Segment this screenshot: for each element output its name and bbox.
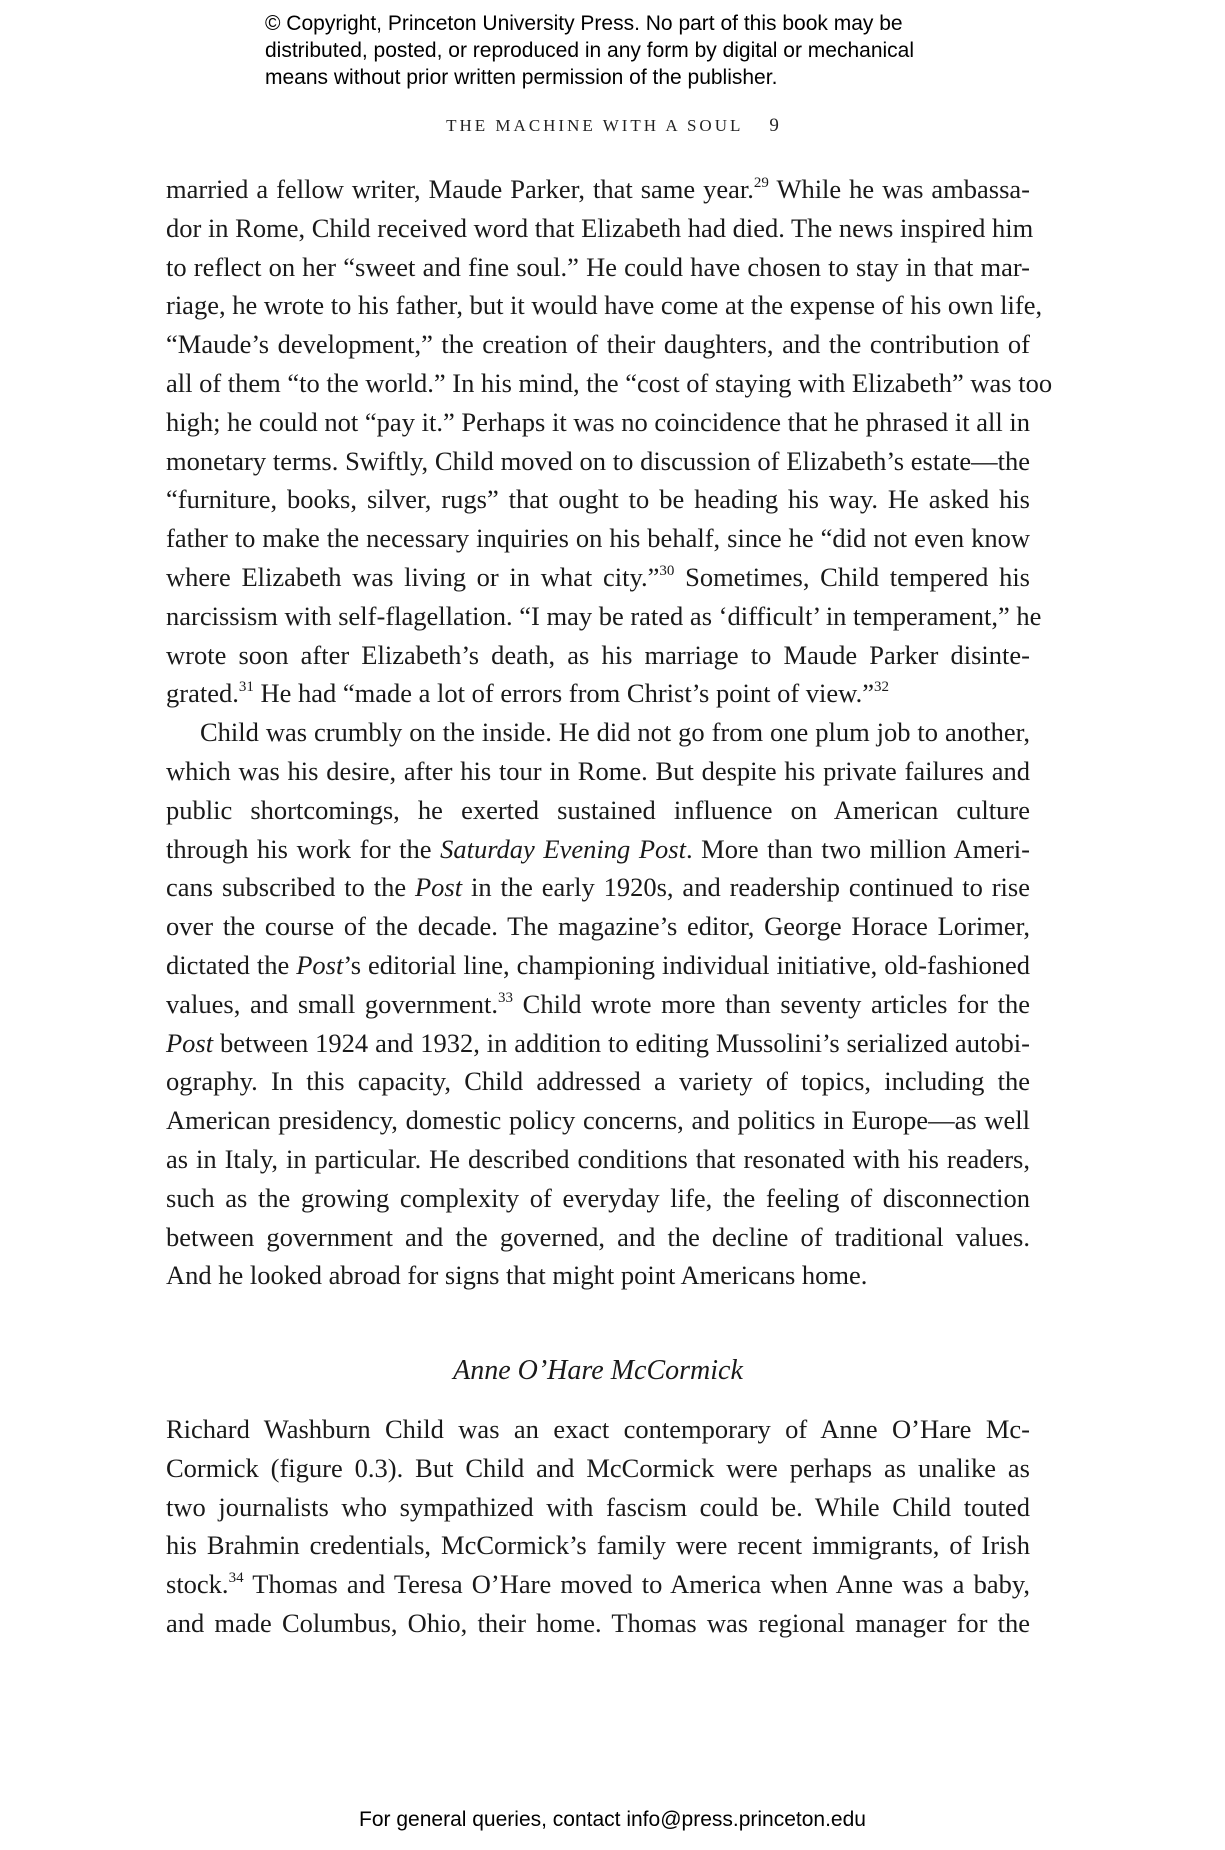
copyright-line: means without prior written permission of the publisher. bbox=[265, 66, 778, 89]
note-ref-34: 34 bbox=[228, 1569, 244, 1586]
note-ref-30: 30 bbox=[659, 562, 675, 579]
note-ref-29: 29 bbox=[753, 174, 769, 191]
running-head-title: THE MACHINE WITH A SOUL bbox=[446, 116, 744, 135]
text-line: “Maude’s development,” the creation of their daughters, and the contribution of bbox=[166, 329, 1030, 360]
text-span: Sometimes, Child tempered his bbox=[674, 561, 1030, 592]
text-line: such as the growing complexity of everyday life, the feeling of disconnection bbox=[166, 1182, 1030, 1213]
publication-title: Post bbox=[414, 872, 463, 903]
publication-title: Post bbox=[296, 949, 344, 980]
text-span: values, and small government. bbox=[166, 988, 499, 1019]
text-span: through his work for the bbox=[166, 833, 441, 864]
text-line: Cormick (figure 0.3). But Child and McCormick were perhaps as unalike as bbox=[166, 1452, 1030, 1483]
page-body bbox=[166, 170, 1053, 1643]
text-line: And he looked abroad for signs that might point Americans home. bbox=[166, 1260, 868, 1291]
text-line: and made Columbus, Ohio, their home. Thomas was regional manager for the bbox=[166, 1607, 1030, 1638]
text-line bbox=[166, 1024, 1030, 1063]
text-line bbox=[166, 946, 1030, 985]
copyright-line: © Copyright, Princeton University Press. No part of this book may be bbox=[265, 12, 903, 35]
text-line: riage, he wrote to his father, but it would have come at the expense of his own life, bbox=[166, 290, 1043, 321]
text-line: public shortcomings, he exerted sustained influence on American culture bbox=[166, 794, 1030, 825]
text-line bbox=[166, 170, 1030, 209]
text-span: where Elizabeth was living or in what city.” bbox=[166, 561, 660, 592]
text-line: Child was crumbly on the inside. He did not go from one plum job to another, bbox=[200, 717, 1030, 748]
note-ref-31: 31 bbox=[238, 679, 254, 696]
text-span: While he was ambassa- bbox=[768, 174, 1030, 204]
text-span: between 1924 and 1932, in addition to editing Mussolini’s serialized autobi- bbox=[213, 1027, 1030, 1058]
text-span: in the early 1920s, and readership continued to rise bbox=[462, 872, 1030, 903]
paragraph bbox=[166, 1410, 1030, 1643]
text-span: cans subscribed to the bbox=[166, 872, 415, 903]
text-line bbox=[166, 1565, 1030, 1604]
text-span: Thomas and Teresa O’Hare moved to America when Anne was a baby, bbox=[243, 1569, 1030, 1600]
note-ref-33: 33 bbox=[498, 989, 514, 1006]
text-line: between government and the governed, and the decline of traditional values. bbox=[166, 1221, 1030, 1252]
text-line: which was his desire, after his tour in Rome. But despite his private failures and bbox=[166, 755, 1030, 786]
text-line: all of them “to the world.” In his mind, the “cost of staying with Elizabeth” was too bbox=[166, 367, 1053, 398]
text-span: Child wrote more than seventy articles for the bbox=[513, 988, 1031, 1019]
text-span: ’s editorial line, championing individual initiative, old-fashioned bbox=[343, 949, 1030, 980]
text-line bbox=[166, 558, 1030, 597]
text-span: dictated the bbox=[166, 949, 297, 980]
text-line bbox=[166, 985, 1030, 1024]
text-line bbox=[166, 674, 1030, 713]
text-line: his Brahmin credentials, McCormick’s family were recent immigrants, of Irish bbox=[166, 1530, 1030, 1561]
text-line: over the course of the decade. The magazine’s editor, George Horace Lorimer, bbox=[166, 911, 1030, 942]
text-span: married a fellow writer, Maude Parker, that same year. bbox=[166, 174, 754, 204]
text-line: high; he could not “pay it.” Perhaps it was no coincidence that he phrased it all in bbox=[166, 406, 1030, 437]
text-line: ography. In this capacity, Child addressed a variety of topics, including the bbox=[166, 1066, 1030, 1097]
footer-contact: For general queries, contact info@press.princeton.edu bbox=[359, 1808, 866, 1831]
text-span: stock. bbox=[166, 1569, 229, 1600]
text-line: father to make the necessary inquiries on his behalf, since he “did not even know bbox=[166, 523, 1030, 554]
text-line: to reflect on her “sweet and fine soul.” He could have chosen to stay in that mar- bbox=[166, 251, 1030, 282]
publication-title: Saturday Evening Post bbox=[440, 833, 686, 864]
text-line: Richard Washburn Child was an exact contemporary of Anne O’Hare Mc- bbox=[166, 1413, 1030, 1444]
text-line: narcissism with self-flagellation. “I may be rated as ‘difficult’ in temperament,” he bbox=[166, 600, 1042, 631]
text-line: American presidency, domestic policy concerns, and politics in Europe—as well bbox=[166, 1105, 1030, 1136]
text-line bbox=[166, 868, 1030, 907]
text-line: two journalists who sympathized with fascism could be. While Child touted bbox=[166, 1491, 1030, 1522]
text-line: as in Italy, in particular. He described conditions that resonated with his readers, bbox=[166, 1143, 1030, 1174]
note-ref-32: 32 bbox=[873, 679, 889, 696]
page-number: 9 bbox=[769, 115, 779, 136]
text-line bbox=[166, 830, 1030, 869]
running-head bbox=[0, 115, 1225, 137]
text-line: dor in Rome, Child received word that Elizabeth had died. The news inspired him bbox=[166, 212, 1034, 243]
text-span: . More than two million Ameri- bbox=[685, 833, 1030, 864]
text-span: He had “made a lot of errors from Christ’s point of view.” bbox=[253, 678, 874, 709]
copyright-notice bbox=[265, 10, 1025, 91]
text-line: monetary terms. Swiftly, Child moved on to discussion of Elizabeth’s estate—the bbox=[166, 445, 1030, 476]
paragraph bbox=[166, 170, 1053, 713]
section-heading: Anne O’Hare McCormick bbox=[453, 1355, 743, 1387]
copyright-line: distributed, posted, or reproduced in any form by digital or mechanical bbox=[265, 39, 915, 62]
paragraph bbox=[166, 713, 1030, 1295]
text-span: grated. bbox=[166, 678, 239, 709]
text-line: wrote soon after Elizabeth’s death, as his marriage to Maude Parker disinte- bbox=[166, 639, 1030, 670]
text-line: “furniture, books, silver, rugs” that ought to be heading his way. He asked his bbox=[166, 484, 1030, 515]
publication-title: Post bbox=[166, 1027, 214, 1058]
